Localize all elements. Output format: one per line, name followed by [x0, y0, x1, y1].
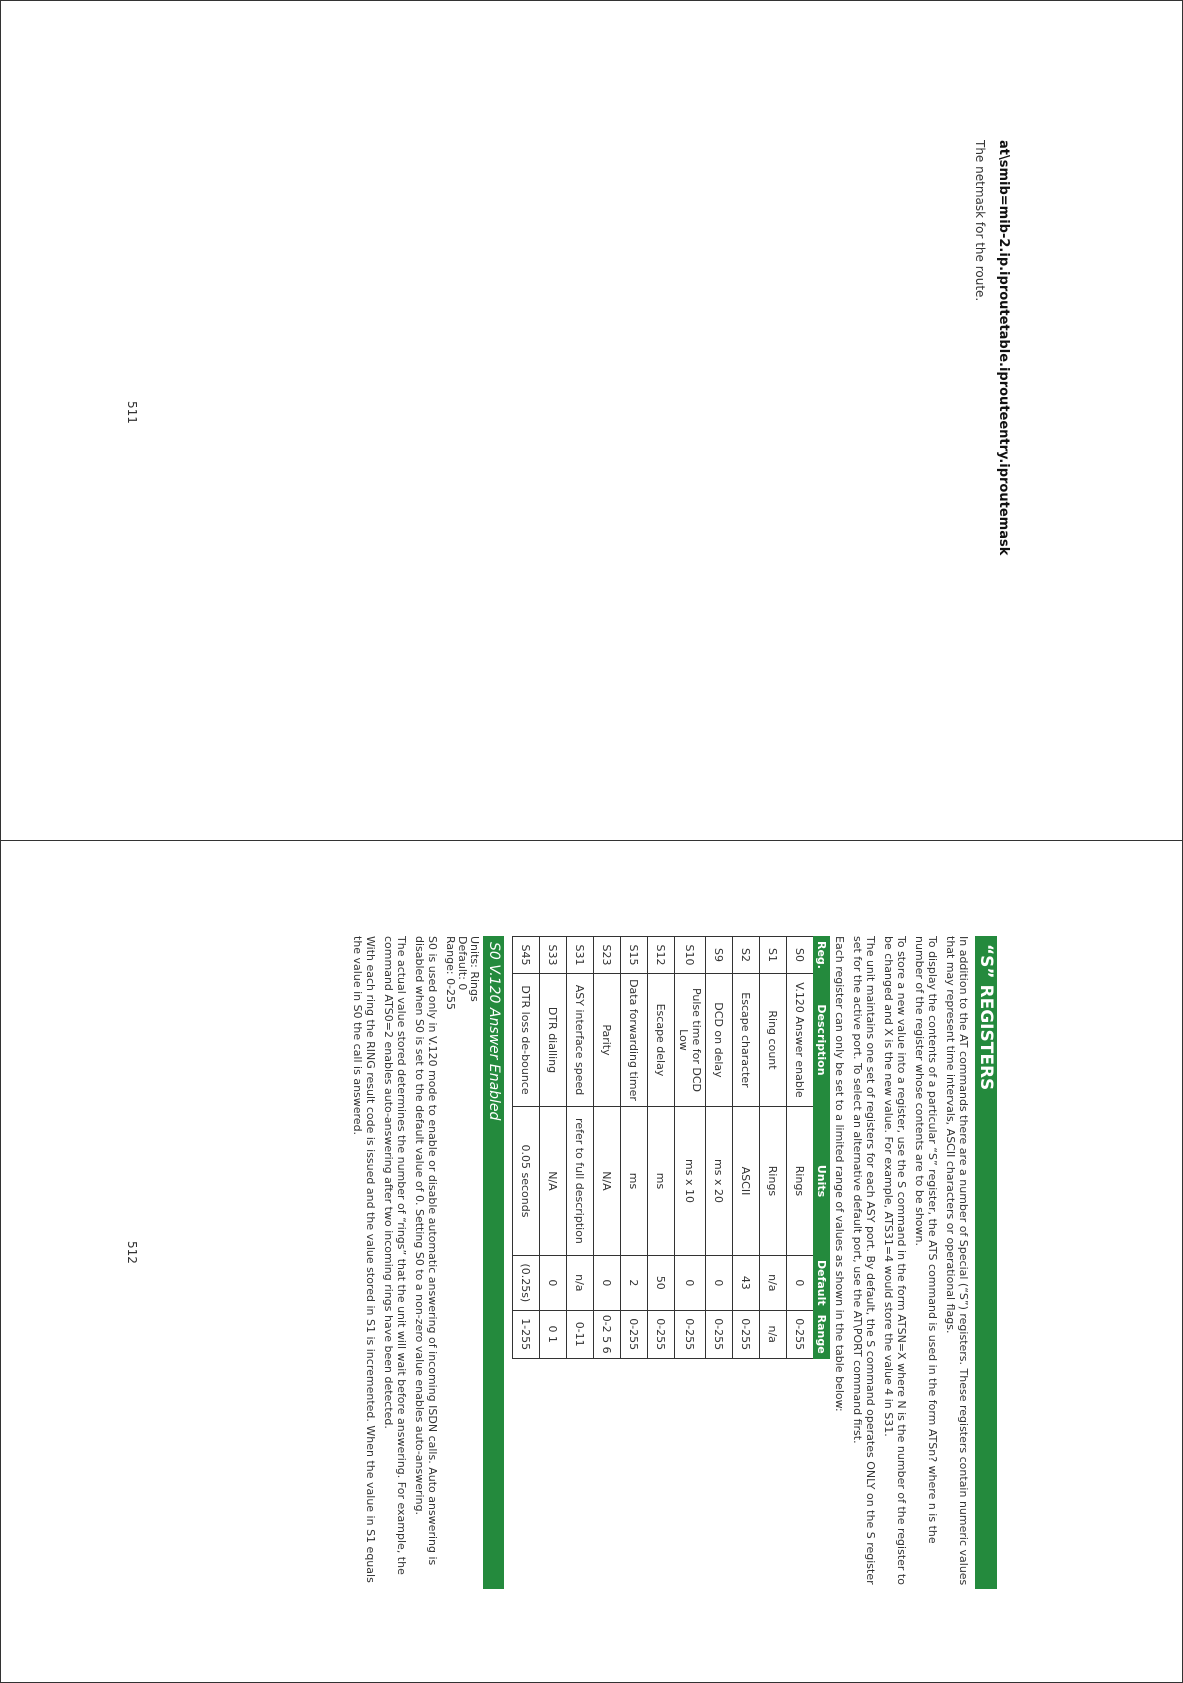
cell-description: Pulse time for DCD Low — [675, 973, 706, 1106]
cell-default: 0 — [540, 1255, 567, 1310]
cell-range: n/a — [760, 1310, 787, 1358]
cell-range: 0-255 — [787, 1310, 814, 1358]
table-row — [787, 937, 814, 1359]
cell-range: 0-255 — [706, 1310, 733, 1358]
page-number: 511 — [125, 401, 139, 424]
page-512 — [0, 841, 1183, 1681]
cell-reg: S45 — [513, 937, 540, 974]
cell-default: 2 — [621, 1255, 648, 1310]
cell-default: 0 — [706, 1255, 733, 1310]
s0-default: Default: 0 — [456, 936, 469, 991]
s0-heading: S0 V.120 Answer Enabled — [483, 936, 504, 1589]
intro-paragraph: In addition to the AT commands there are a number of Special (“S”) registers. These registers contain numeric values that may represent time intervals, ASCII characters or operational flags. — [944, 936, 970, 1586]
cell-description: Parity — [594, 973, 621, 1106]
cell-range: 0-255 — [648, 1310, 675, 1358]
header-description: Description — [814, 973, 830, 1106]
header-default: Default — [814, 1255, 830, 1310]
command-title: at\smib=mib-2.ip.iproutetable.iprouteentry.iproutemask — [996, 140, 1011, 556]
header-reg: Reg. — [814, 937, 830, 974]
header-units: Units — [814, 1106, 830, 1255]
cell-units: ASCII — [733, 1106, 760, 1255]
cell-default: n/a — [760, 1255, 787, 1310]
cell-units: refer to full description — [567, 1106, 594, 1255]
cell-range: 0-11 — [567, 1310, 594, 1358]
cell-range: 0 1 — [540, 1310, 567, 1358]
cell-units: ms — [621, 1106, 648, 1255]
cell-description: Ring count — [760, 973, 787, 1106]
cell-units: ms x 10 — [675, 1106, 706, 1255]
cell-default: 0 — [675, 1255, 706, 1310]
table-row — [648, 937, 675, 1359]
s0-range: Range: 0-255 — [444, 936, 457, 1011]
cell-units: 0.05 seconds — [513, 1106, 540, 1255]
table-row — [540, 937, 567, 1359]
command-description: The netmask for the route. — [973, 140, 987, 302]
cell-reg: S23 — [594, 937, 621, 974]
cell-default: 50 — [648, 1255, 675, 1310]
cell-range: 0-255 — [621, 1310, 648, 1358]
cell-description: DTR dialling — [540, 973, 567, 1106]
table-row — [760, 937, 787, 1359]
cell-description: ASY interface speed — [567, 973, 594, 1106]
s0-paragraph-2: The actual value stored determines the number of “rings” that the unit will wait before answering. For example, the command ATS0=2 enables auto-answering after two incoming rings have been detected. — [382, 936, 408, 1575]
cell-description: Escape character — [733, 973, 760, 1106]
cell-range: 0-2 5 6 — [594, 1310, 621, 1358]
s0-paragraph-1: S0 is used only in V.120 mode to enable or disable automatic answering of incoming ISDN calls. Auto answering is disabled when S0 is set to the default value of 0. Setting S0 to a non-zero value enables auto-answering. — [413, 936, 439, 1566]
cell-default: (0.25s) — [513, 1255, 540, 1310]
cell-units: N/A — [540, 1106, 567, 1255]
page-content — [351, 936, 997, 1589]
cell-default: 0 — [787, 1255, 814, 1310]
table-intro: Each register can only be set to a limited range of values as shown in the table below: — [833, 936, 846, 1412]
s0-meta — [444, 936, 480, 1589]
cell-reg: S33 — [540, 937, 567, 974]
cell-description: V.120 Answer enable — [787, 973, 814, 1106]
cell-reg: S2 — [733, 937, 760, 974]
s0-units: Units: Rings — [468, 936, 481, 1002]
cell-default: 43 — [733, 1255, 760, 1310]
table-row — [621, 937, 648, 1359]
cell-units: ms x 20 — [706, 1106, 733, 1255]
table-row — [594, 937, 621, 1359]
cell-units: Rings — [760, 1106, 787, 1255]
cell-description: DTR loss de-bounce — [513, 973, 540, 1106]
page-number: 512 — [125, 1241, 139, 1264]
cell-reg: S10 — [675, 937, 706, 974]
cell-reg: S12 — [648, 937, 675, 974]
s-register-table — [512, 936, 830, 1359]
table-row — [706, 937, 733, 1359]
table-row — [513, 937, 540, 1359]
page-511 — [0, 0, 1183, 840]
header-range: Range — [814, 1310, 830, 1358]
cell-units: Rings — [787, 1106, 814, 1255]
table-row — [567, 937, 594, 1359]
cell-units: ms — [648, 1106, 675, 1255]
s0-paragraph-3: With each ring the RING result code is issued and the value stored in S1 is incremented. When the value in S1 equals the value in S0 the call is answered. — [351, 936, 377, 1583]
cell-reg: S0 — [787, 937, 814, 974]
cell-reg: S1 — [760, 937, 787, 974]
table-header-row — [814, 937, 830, 1359]
cell-reg: S9 — [706, 937, 733, 974]
cell-units: N/A — [594, 1106, 621, 1255]
cell-range: 0-255 — [733, 1310, 760, 1358]
display-paragraph: To display the contents of a particular “S” register, the ATS command is used in the form ATSn? where n is the number of the register whose contents are to be shown. — [913, 936, 939, 1544]
maintain-paragraph: The unit maintains one set of registers for each ASY port. By default, the S command operates ONLY on the S register set for the active port. To select an alternative default port, use the AT\PORT command first. — [851, 936, 877, 1585]
cell-default: 0 — [594, 1255, 621, 1310]
cell-default: n/a — [567, 1255, 594, 1310]
cell-reg: S31 — [567, 937, 594, 974]
table-row — [733, 937, 760, 1359]
section-heading: “S” REGISTERS — [975, 936, 997, 1589]
cell-reg: S15 — [621, 937, 648, 974]
table-row — [675, 937, 706, 1359]
cell-description: Data forwarding timer — [621, 973, 648, 1106]
cell-range: 1-255 — [513, 1310, 540, 1358]
cell-description: DCD on delay — [706, 973, 733, 1106]
cell-description: Escape delay — [648, 973, 675, 1106]
store-paragraph: To store a new value into a register, use the S command in the form ATSN=X where N is the number of the register to be changed and X is the new value. For example, ATS31=4 would store the value 4 in S31. — [882, 936, 908, 1585]
cell-range: 0-255 — [675, 1310, 706, 1358]
